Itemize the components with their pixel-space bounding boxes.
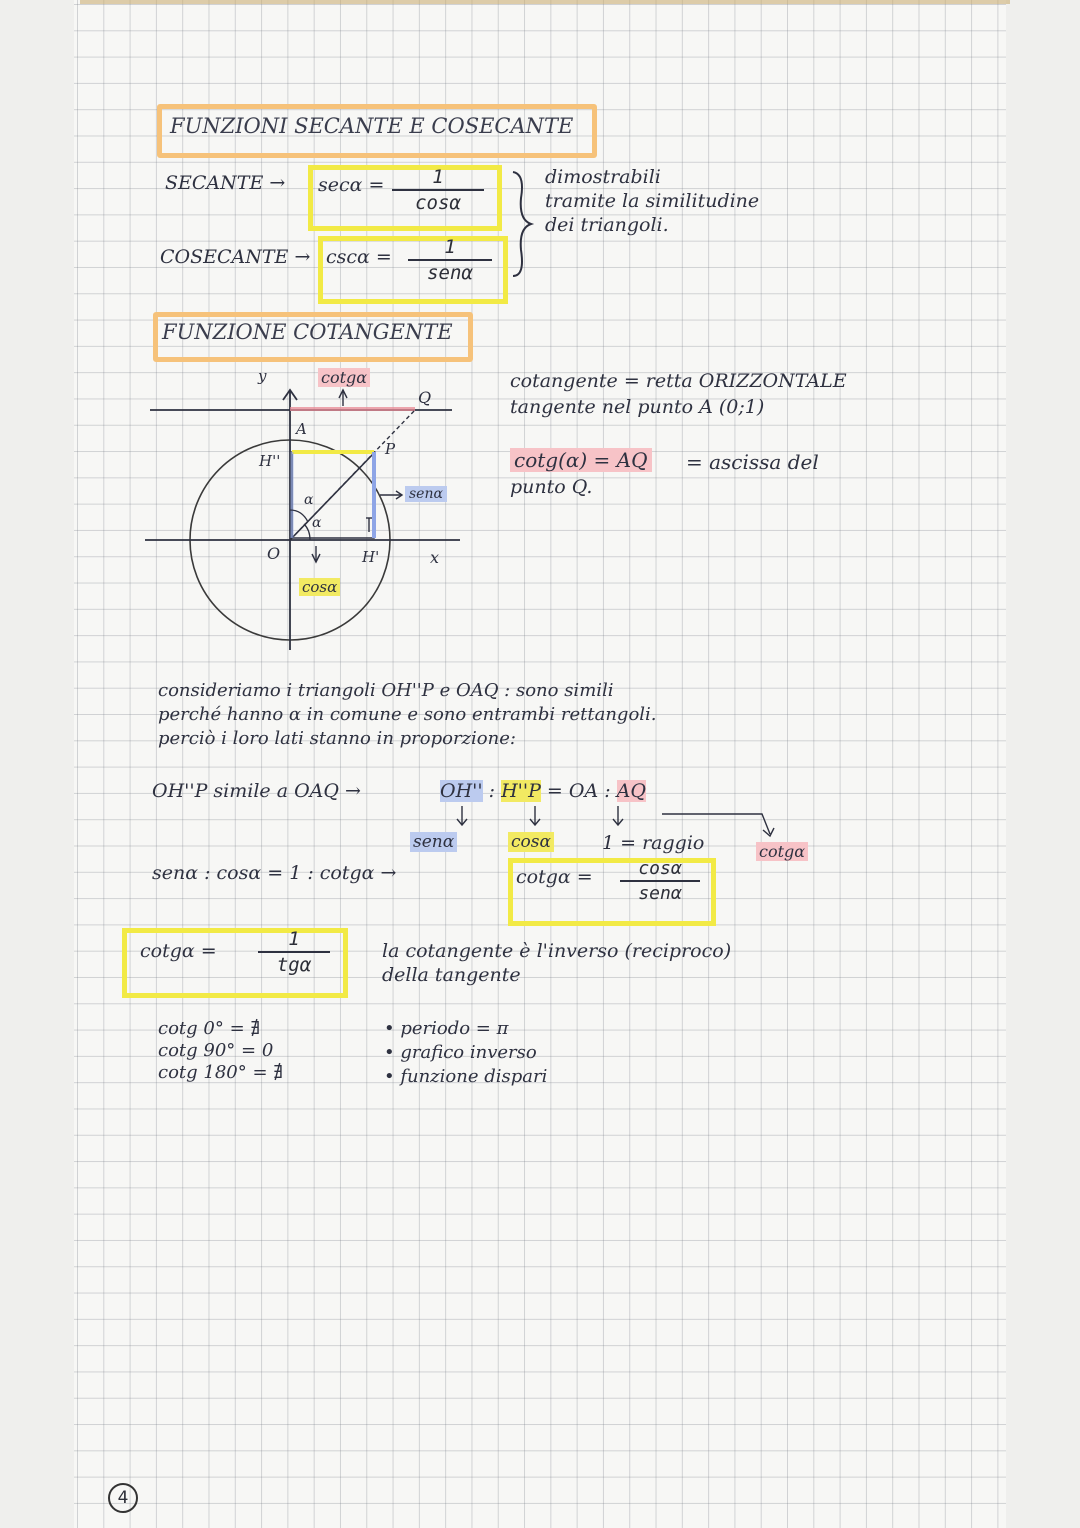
proportion-result: senα : cosα = 1 : cotgα → [152, 862, 397, 884]
property-graph: • grafico inverso [384, 1042, 537, 1063]
sub-cotg: cotgα [756, 842, 808, 861]
point-h1-label: H' [362, 548, 380, 566]
cosecante-label: COSECANTE → [160, 246, 311, 268]
reciprocal-note-2: della tangente [382, 964, 521, 986]
sub-sen: senα [410, 832, 457, 852]
secant-lhs: secα = [318, 174, 385, 196]
similarity-statement: OH''P simile a OAQ → [152, 780, 361, 802]
notebook-page [74, 0, 1006, 1528]
cotangent-meaning-2: punto Q. [510, 476, 593, 498]
unit-circle-diagram [140, 360, 490, 650]
secant-numerator: 1 [432, 166, 444, 188]
reciprocal-denominator: tgα [276, 954, 312, 976]
cotangent-ratio-lhs: cotgα = [516, 866, 593, 888]
page-number: 4 [108, 1483, 138, 1513]
cos-segment-label: cosα [299, 578, 340, 596]
fraction-bar [620, 880, 700, 882]
cotg-value-0: cotg 0° = ∄ [158, 1018, 261, 1039]
proportion-oh: OH'' [440, 780, 483, 802]
secant-fraction [392, 166, 484, 214]
angle-alpha-label-2: α [312, 515, 322, 531]
ratio-denominator: senα [638, 883, 682, 904]
cotangent-ratio-fraction [620, 858, 700, 904]
cosecant-numerator: 1 [444, 236, 456, 258]
ratio-numerator: cosα [638, 858, 682, 879]
proportion-hp: H''P [501, 780, 541, 802]
cotangent-meaning-1: = ascissa del [686, 450, 819, 474]
sen-segment-label: senα [405, 486, 447, 502]
angle-alpha-label-1: α [304, 492, 314, 508]
point-h2-label: H'' [259, 452, 281, 470]
axis-x-label: x [430, 548, 440, 567]
page-top-edge [80, 0, 1010, 4]
reasoning-line-3: perciò i loro lati stanno in proporzione: [158, 728, 516, 749]
point-a-label: A [296, 420, 307, 438]
fraction-bar [258, 951, 330, 953]
proportion [440, 780, 646, 802]
property-period: • periodo = π [384, 1018, 509, 1039]
sub-cos: cosα [508, 832, 554, 852]
origin-label: O [267, 544, 281, 563]
cotangent-definition-2: tangente nel punto A (0;1) [510, 396, 765, 418]
cotg-value-90: cotg 90° = 0 [158, 1040, 274, 1061]
axis-y-label: y [258, 367, 267, 385]
cotangent-equation: cotg(α) = AQ [510, 448, 652, 472]
reciprocal-lhs: cotgα = [140, 940, 217, 962]
proportion-eq: = OA : [540, 780, 617, 802]
section-title-cotangent: FUNZIONE COTANGENTE [162, 320, 453, 344]
secante-label: SECANTE → [165, 172, 286, 194]
note-line-3: dei triangoli. [545, 214, 669, 236]
reciprocal-note-1: la cotangente è l'inverso (reciproco) [382, 940, 732, 962]
fraction-bar [408, 259, 492, 261]
cotangent-definition-1: cotangente = retta ORIZZONTALE [510, 370, 847, 392]
cosecant-fraction [408, 236, 492, 284]
reasoning-line-1: consideriamo i triangoli OH''P e OAQ : sono simili [158, 680, 614, 701]
reasoning-line-2: perché hanno α in comune e sono entrambi rettangoli. [158, 704, 657, 725]
fraction-bar [392, 189, 484, 191]
note-line-2: tramite la similitudine [545, 190, 760, 212]
note-line-1: dimostrabili [545, 166, 661, 188]
reciprocal-fraction [258, 928, 330, 976]
cosecant-denominator: senα [427, 262, 473, 284]
secant-denominator: cosα [415, 192, 461, 214]
point-q-label: Q [418, 388, 432, 407]
property-odd: • funzione dispari [384, 1066, 548, 1087]
section-title-secant: FUNZIONI SECANTE E COSECANTE [170, 114, 574, 138]
curly-brace [505, 168, 535, 280]
sub-raggio: 1 = raggio [602, 832, 705, 854]
cosecant-lhs: cscα = [326, 246, 392, 268]
proportion-aq: AQ [616, 780, 646, 802]
reciprocal-numerator: 1 [288, 928, 300, 950]
proportion-sep: : [482, 780, 502, 802]
cotg-value-180: cotg 180° = ∄ [158, 1062, 284, 1083]
point-p-label: P [385, 440, 396, 458]
cotg-segment-label: cotgα [318, 368, 370, 387]
